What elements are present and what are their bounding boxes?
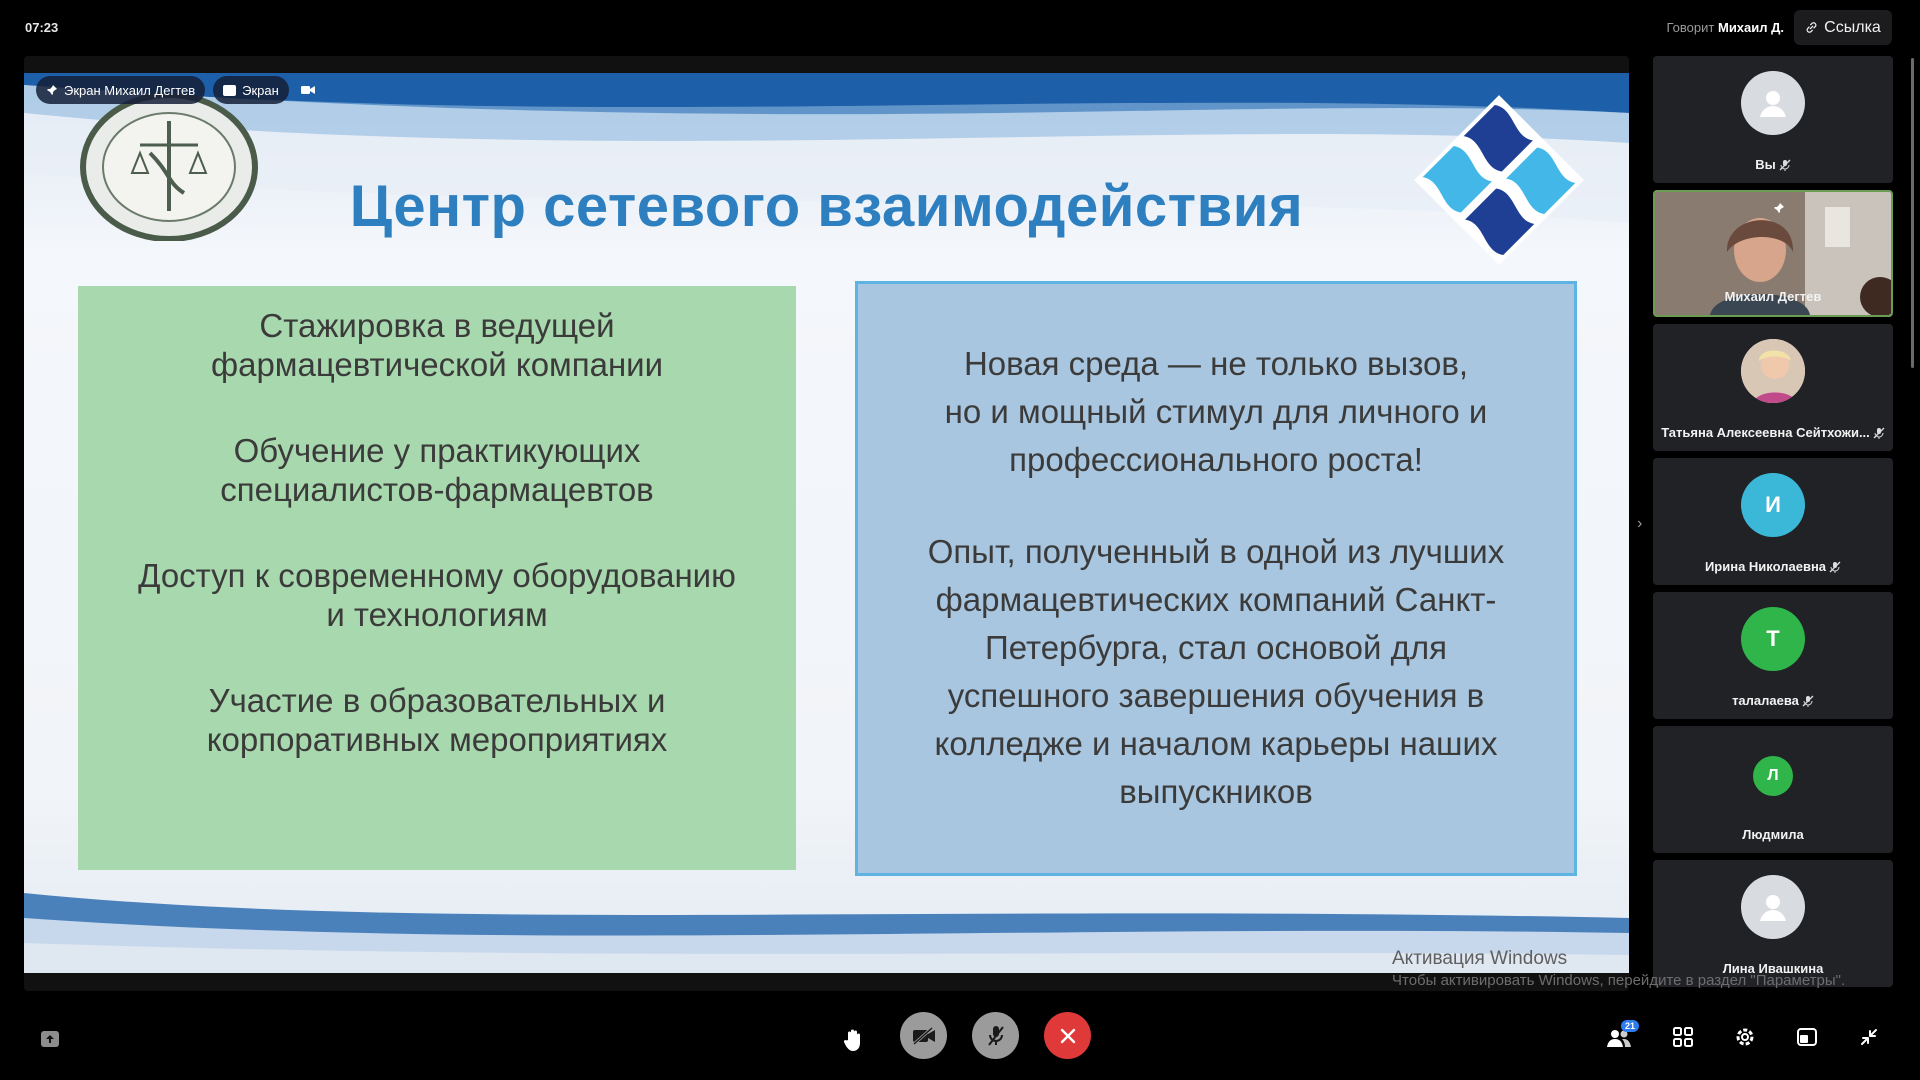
participant-name xyxy=(1653,425,1893,440)
person-icon xyxy=(1756,890,1790,924)
benefit-item: Участие в образовательных и корпоративных мероприятиях xyxy=(206,682,668,758)
screen-share-stage[interactable] xyxy=(24,56,1629,991)
hang-up-button[interactable] xyxy=(1044,1012,1091,1059)
benefit-item: Стажировка в ведущей фармацевтической компании xyxy=(210,307,664,383)
avatar xyxy=(1741,71,1805,135)
screen-chip-label: Экран xyxy=(242,82,279,98)
participant-name-text: Михаил Дегтев xyxy=(1724,289,1822,304)
participant-name-text: Татьяна Алексеевна Сейтхожи... xyxy=(1661,425,1870,440)
presentation-slide xyxy=(24,73,1629,973)
avatar: Т xyxy=(1741,607,1805,671)
benefits-box xyxy=(78,286,796,870)
camera-off-icon xyxy=(912,1027,936,1045)
participant-tile[interactable] xyxy=(1653,860,1893,987)
call-toolbar xyxy=(0,1000,1920,1080)
mic-off-icon xyxy=(1829,561,1841,573)
participant-tile[interactable] xyxy=(1653,56,1893,183)
participant-name xyxy=(1653,559,1893,574)
avatar: И xyxy=(1741,473,1805,537)
participants-count-badge: 21 xyxy=(1621,1020,1639,1032)
participant-tile[interactable] xyxy=(1653,190,1893,317)
slide-title: Центр сетевого взаимодействия xyxy=(349,174,1304,239)
camera-toggle-button[interactable] xyxy=(900,1012,947,1059)
benefit-item: Обучение у практикующих специалистов-фармацевтов xyxy=(220,432,654,508)
participants-panel xyxy=(1653,56,1894,994)
mic-toggle-button[interactable] xyxy=(972,1012,1019,1059)
raise-hand-button[interactable] xyxy=(838,1022,868,1058)
clock: 07:23 xyxy=(25,20,59,35)
copy-link-button[interactable] xyxy=(1794,10,1892,45)
settings-icon xyxy=(1734,1026,1756,1048)
participant-name xyxy=(1653,157,1893,172)
avatar-photo xyxy=(1741,339,1805,403)
company-diamond-logo xyxy=(1399,87,1599,273)
panel-scrollbar[interactable] xyxy=(1911,58,1914,368)
avatar xyxy=(1741,875,1805,939)
windows-activation-title: Активация Windows xyxy=(1392,948,1568,969)
outcome-paragraph: Опыт, полученный в одной из лучших фармацевтических компаний Санкт- Петербурга, стал основой для успешного завершения обучения в колледже и началом карьеры наших выпускников xyxy=(927,533,1505,810)
pinned-screen-label: Экран Михаил Дегтев xyxy=(64,82,196,98)
slide-bottom-wave xyxy=(24,863,1629,973)
video-camera-icon xyxy=(301,85,315,95)
raise-hand-icon xyxy=(842,1028,864,1052)
participant-name-text: Лина Ивашкина xyxy=(1722,961,1824,976)
pinned-screen-chip[interactable] xyxy=(36,76,205,104)
collapse-icon xyxy=(1860,1028,1878,1046)
camera-indicator xyxy=(297,79,319,101)
mic-off-icon xyxy=(987,1025,1005,1047)
participant-name xyxy=(1655,289,1891,304)
link-icon xyxy=(1805,21,1818,34)
participant-name xyxy=(1653,827,1893,842)
settings-button[interactable] xyxy=(1732,1024,1758,1050)
participant-tile[interactable] xyxy=(1653,458,1893,585)
stage-chips xyxy=(36,76,319,104)
minimize-button[interactable] xyxy=(1856,1024,1882,1050)
mic-off-icon xyxy=(1779,159,1791,171)
grid-view-button[interactable] xyxy=(1670,1024,1696,1050)
participant-name-text: Ирина Николаевна xyxy=(1704,559,1827,574)
participant-tile[interactable] xyxy=(1653,592,1893,719)
grid-icon xyxy=(1673,1027,1693,1047)
participants-button[interactable] xyxy=(1605,1021,1635,1052)
mic-off-icon xyxy=(1873,427,1885,439)
person-icon xyxy=(1756,86,1790,120)
user-photo xyxy=(1741,339,1805,403)
layout-icon xyxy=(1797,1028,1817,1046)
mic-off-icon xyxy=(1802,695,1814,707)
speaker-name: Михаил Д. xyxy=(1717,20,1784,35)
copy-link-label: Ссылка xyxy=(1824,18,1881,36)
share-screen-button[interactable] xyxy=(38,1027,62,1051)
participant-name-text: Вы xyxy=(1755,157,1776,172)
participant-tile[interactable] xyxy=(1653,726,1893,853)
panel-toggle-chevron-icon[interactable]: › xyxy=(1637,515,1643,532)
layout-button[interactable] xyxy=(1794,1024,1820,1050)
screen-chip[interactable] xyxy=(213,76,289,104)
screen-share-icon xyxy=(223,85,236,96)
benefit-item: Доступ к современному оборудованию и технологиям xyxy=(138,557,736,633)
hang-up-icon xyxy=(1060,1028,1076,1044)
speaking-indicator xyxy=(1667,20,1784,35)
pin-icon xyxy=(46,84,58,96)
participant-name-text: Людмила xyxy=(1742,827,1804,842)
windows-activation-text: Чтобы активировать Windows, перейдите в раздел "Параметры". xyxy=(1392,972,1846,989)
participant-tile[interactable] xyxy=(1653,324,1893,451)
participant-name xyxy=(1653,693,1893,708)
outcome-paragraph: Новая среда — не только вызов, но и мощный стимул для личного и профессионального роста! xyxy=(944,345,1488,478)
participant-name-text: талалаева xyxy=(1732,693,1799,708)
pin-icon xyxy=(1773,202,1785,214)
upload-icon xyxy=(40,1030,60,1048)
outcome-box xyxy=(855,281,1577,876)
avatar: Л xyxy=(1753,756,1793,796)
speaking-label: Говорит xyxy=(1666,20,1715,35)
